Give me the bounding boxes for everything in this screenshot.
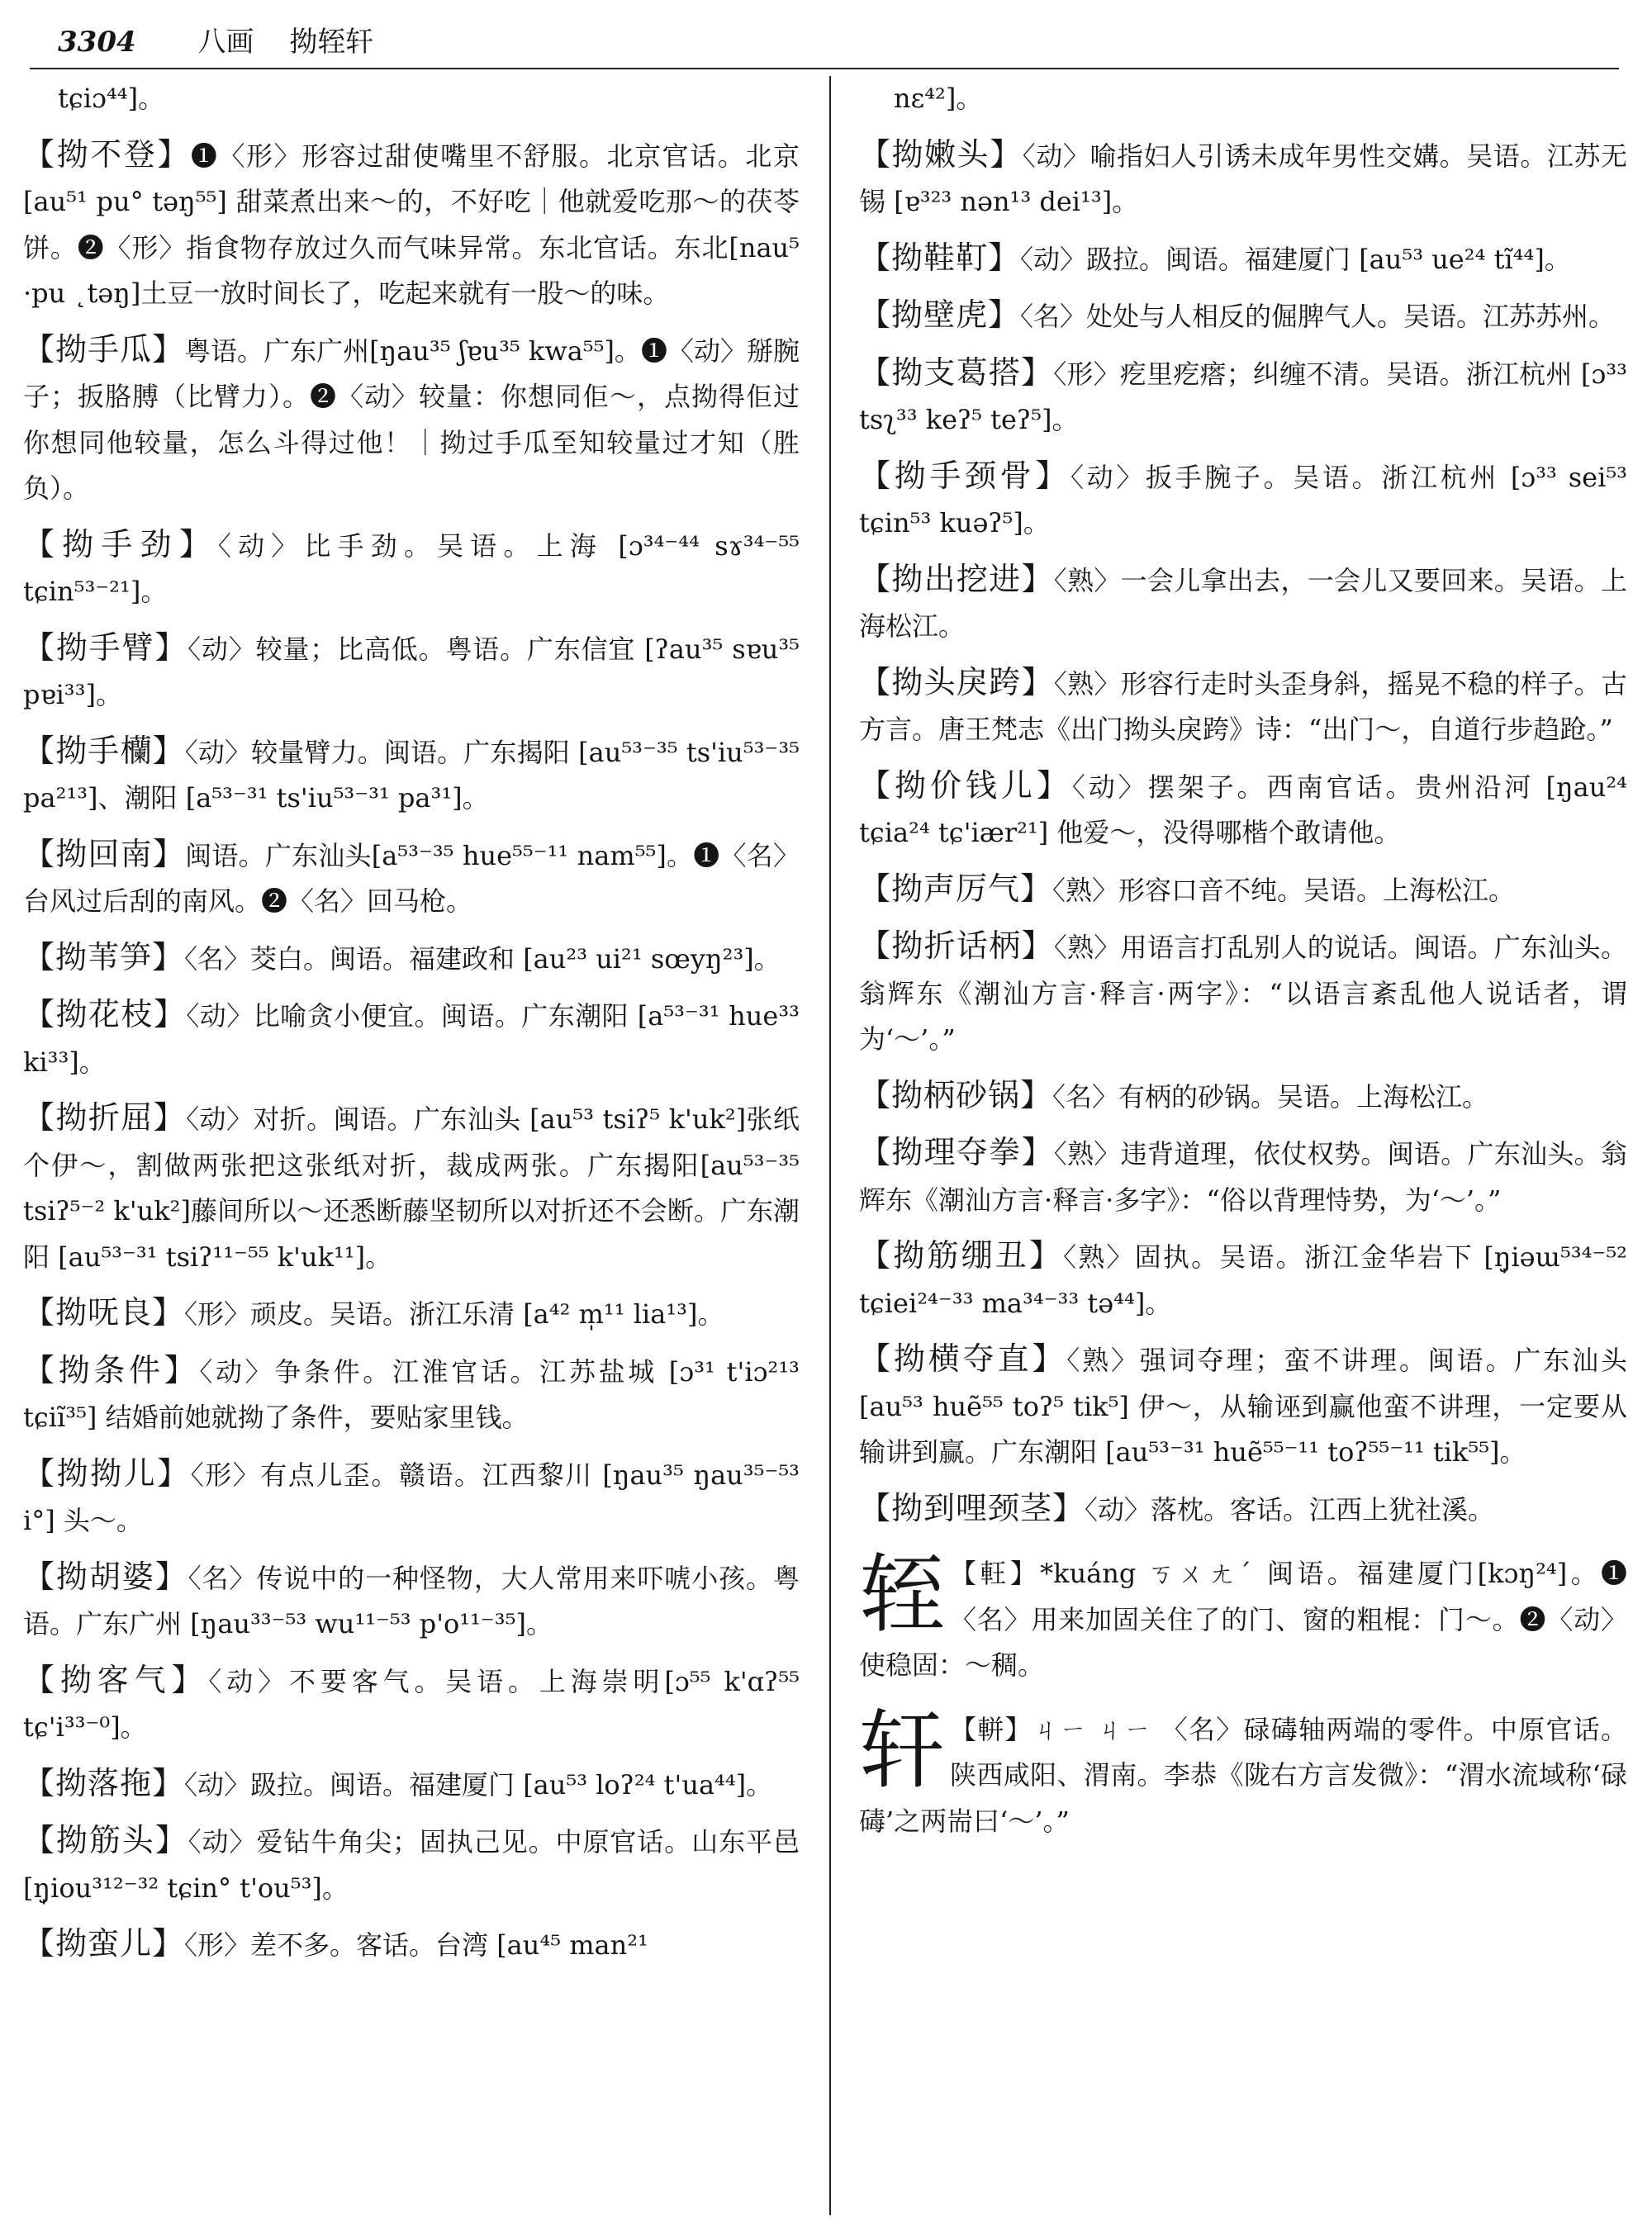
- entry-headword: 【拗头戾跨】: [859, 663, 1054, 700]
- main-character: 轾: [859, 1544, 946, 1644]
- dictionary-entry: [859, 1073, 1627, 1121]
- entry-headword: 【拗出挖进】: [859, 560, 1054, 597]
- dictionary-entry: [859, 557, 1627, 650]
- entry-headword: 【拗落拖】: [23, 1764, 185, 1801]
- dictionary-entry: [859, 292, 1627, 340]
- entry-definition: 〈名〉茭白。闽语。福建政和 [au²³ ui²¹ sœyŋ²³]。: [184, 942, 781, 975]
- entry-headword: 【拗客气】: [23, 1661, 209, 1698]
- dictionary-entry: [23, 327, 800, 512]
- dictionary-entry: [23, 1921, 800, 1969]
- entry-definition: 〈熟〉形容口音不纯。吴语。上海松江。: [1052, 874, 1516, 906]
- dictionary-entry: [23, 1348, 800, 1441]
- dictionary-entry: [23, 1761, 800, 1809]
- dictionary-entry: [859, 866, 1627, 914]
- entry-definition: 〈动〉落枕。客话。江西上犹社溪。: [1085, 1493, 1495, 1525]
- entry-definition: 〈动〉摆架子。西南官话。贵州沿河 [ŋau²⁴ tɕia²⁴ tɕ'iær²¹] 他爱～，没得哪楷个敢请他。: [859, 771, 1627, 848]
- entry-definition: 〈名〉处处与人相反的倔脾气人。吴语。江苏苏州。: [1020, 301, 1616, 332]
- dictionary-entry: [859, 1233, 1627, 1326]
- dictionary-entry: [23, 935, 800, 983]
- header-characters: 拗轾轩: [289, 26, 374, 59]
- entry-definition: ㄐㄧ ㄐㄧ 〈名〉碌碡轴两端的零件。中原官话。陕西咸阳、渭南。李恭《陇右方言发微》：“渭水流域称‘碌碡’之两耑曰‘～’。”: [859, 1713, 1627, 1837]
- dictionary-entry: [23, 992, 800, 1085]
- entry-definition: 〈熟〉固执。吴语。浙江金华岩下 [ŋ̩iəɯ⁵³⁴⁻⁵² tɕiei²⁴⁻³³ ma³⁴⁻³³ tə⁴⁴]。: [859, 1241, 1627, 1319]
- main-character: 轩: [859, 1699, 946, 1801]
- dictionary-entry: [23, 1095, 800, 1280]
- character-entry: [859, 1699, 1627, 1845]
- dictionary-entry: [859, 350, 1627, 444]
- entry-definition: ❶〈形〉形容过甜使嘴里不舒服。北京官话。北京 [au⁵¹ pu° təŋ⁵⁵] 甜菜煮出来～的，不好吃｜他就爱吃那～的茯苓饼。❷〈形〉指食物存放过久而气味异常。东北官话。东北[nau⁵ ·pu ˛təŋ]土豆一放时间长了，吃起来就有一股～的味。: [23, 140, 800, 309]
- dictionary-entry: [859, 1336, 1627, 1476]
- right-column: [859, 76, 1627, 2215]
- entry-headword: 【拗花枝】: [23, 996, 187, 1032]
- continuation-text: tɕiɔ⁴⁴]。: [58, 83, 165, 114]
- entry-headword: 【拗不登】: [23, 135, 191, 173]
- entry-headword: 【拗回南】: [23, 835, 186, 872]
- entry-definition: 〈动〉不要客气。吴语。上海崇明[ɔ⁵⁵ k'ɑʔ⁵⁵ tɕ'i³³⁻⁰]。: [23, 1665, 800, 1743]
- entry-definition: 闽语。广东汕头[a⁵³⁻³⁵ hue⁵⁵⁻¹¹ nam⁵⁵]。❶〈名〉台风过后刮的南风。❷〈名〉回马枪。: [23, 839, 800, 917]
- dictionary-entry: [23, 522, 800, 615]
- header-rule: [30, 68, 1619, 69]
- entry-headword: 【拗条件】: [23, 1351, 200, 1388]
- dictionary-entry: [23, 132, 800, 317]
- entry-headword: 【拗呒良】: [23, 1294, 185, 1331]
- continuation-text: nɛ⁴²]。: [894, 83, 983, 114]
- entry-headword: 【拗拗儿】: [23, 1454, 191, 1492]
- entry-definition: 〈动〉趿拉。闽语。福建厦门 [au⁵³ loʔ²⁴ t'ua⁴⁴]。: [184, 1768, 773, 1801]
- entry-headword: 【拗手欗】: [23, 732, 185, 769]
- entry-headword: 【拗手劲】: [23, 525, 218, 562]
- dictionary-entry: [23, 728, 800, 822]
- entry-definition: 〈动〉趿拉。闽语。福建厦门 [au⁵³ ue²⁴ tĩ⁴⁴]。: [1020, 243, 1571, 275]
- entry-headword: 【拗声厉气】: [859, 870, 1053, 907]
- entry-definition: 〈动〉爱钻牛角尖；固执己见。中原官话。山东平邑 [ŋ̩iou³¹²⁻³² tɕin° t'ou⁵³]。: [23, 1826, 800, 1904]
- entry-headword: 【軿】: [950, 1713, 1032, 1745]
- entry-headword: 【拗筋绷丑】: [859, 1237, 1064, 1274]
- dictionary-entry: [23, 625, 800, 719]
- entry-headword: 【拗蛮儿】: [23, 1925, 185, 1962]
- entry-headword: 【拗筋头】: [23, 1822, 188, 1858]
- entry-headword: 【拗嫩头】: [859, 135, 1023, 173]
- dictionary-entry: [859, 660, 1627, 753]
- entry-definition: 〈动〉争条件。江淮官话。江苏盐城 [ɔ³¹ t'iɔ²¹³ tɕiĩ³⁵] 结婚前她就拗了条件，要贴家里钱。: [23, 1355, 800, 1433]
- entry-definition: 粤语。广东广州[ŋau³⁵ ʃɐu³⁵ kwa⁵⁵]。❶〈动〉掰腕子；扳胳膊（比臂力）。❷〈动〉较量：你想同佢～，点拗得佢过你想同他较量，怎么斗得过他！｜拗过手瓜至知较量过才知（胜负）。: [23, 334, 800, 504]
- section-label: 八画: [197, 26, 254, 59]
- dictionary-entry: [859, 763, 1627, 856]
- entry-headword: 【拗价钱儿】: [859, 766, 1072, 804]
- entry-headword: 【拗壁虎】: [859, 297, 1021, 333]
- entry-definition: 〈动〉比手劲。吴语。上海 [ɔ³⁴⁻⁴⁴ sɤ³⁴⁻⁵⁵ tɕin⁵³⁻²¹]。: [23, 529, 800, 607]
- entry-headword: 【拗到哩颈茎】: [859, 1489, 1085, 1526]
- dictionary-entry: [23, 1290, 800, 1338]
- entry-definition: 〈熟〉形容行走时头歪身斜，摇晃不稳的样子。古方言。唐王梵志《出门拗头戾跨》诗：“出门～，自道行步趋跄。”: [859, 667, 1627, 745]
- entry-definition: 〈动〉较量臂力。闽语。广东揭阳 [au⁵³⁻³⁵ ts'iu⁵³⁻³⁵ pa²¹³]、潮阳 [a⁵³⁻³¹ ts'iu⁵³⁻³¹ pa³¹]。: [23, 736, 800, 814]
- entry-definition: 〈熟〉违背道理，依仗权势。闽语。广东汕头。翁辉东《潮汕方言·释言·多字》：“俗以背理恃势，为‘～’。”: [859, 1138, 1627, 1216]
- dictionary-entry: [23, 1554, 800, 1648]
- entry-headword: 【拗支葛搭】: [859, 353, 1054, 391]
- entry-definition: 〈动〉喻指妇人引诱未成年男性交媾。吴语。江苏无锡 [ɐ³²³ nən¹³ dei¹³]。: [859, 140, 1627, 217]
- character-entry: [859, 1544, 1627, 1689]
- entry-headword: 【拗理夺拳】: [859, 1134, 1054, 1170]
- dictionary-entry: [23, 1451, 800, 1544]
- entry-headword: 【拗横夺直】: [859, 1340, 1067, 1377]
- entry-headword: 【拗折话柄】: [859, 928, 1054, 964]
- entry-definition: 〈形〉有点儿歪。赣语。江西黎川 [ŋau³⁵ ŋau³⁵⁻⁵³ i°] 头～。: [23, 1459, 800, 1536]
- entry-headword: 【拗手瓜】: [23, 330, 185, 368]
- entry-headword: 【拗胡婆】: [23, 1558, 188, 1595]
- page-number: 3304: [58, 26, 136, 59]
- page-header: [58, 18, 1619, 66]
- dictionary-entry: [859, 1486, 1627, 1534]
- entry-definition: 〈形〉顽皮。吴语。浙江乐清 [a⁴² m̩¹¹ lia¹³]。: [184, 1298, 724, 1330]
- entry-definition: 〈熟〉强词夺理；蛮不讲理。闽语。广东汕头 [au⁵³ huẽ⁵⁵ toʔ⁵ tik⁵] 伊～，从输诬到赢他蛮不讲理，一定要从输讲到赢。广东潮阳 [au⁵³⁻³¹ huẽ⁵⁵⁻¹¹ toʔ⁵⁵⁻¹¹ tik⁵⁵]。: [859, 1345, 1627, 1468]
- entry-headword: 【拗手臂】: [23, 629, 188, 666]
- entry-definition: *kuáng ㄎㄨㄤˊ 闽语。福建厦门[kɔŋ²⁴]。❶〈名〉用来加固关住了的门、窗的粗棍：门～。❷〈动〉使稳固：～稠。: [859, 1558, 1627, 1681]
- entry-definition: 〈动〉对折。闽语。广东汕头 [au⁵³ tsiʔ⁵ k'uk²]张纸个伊～，割做两张把这张纸对折，裁成两张。广东揭阳[au⁵³⁻³⁵ tsiʔ⁵⁻² k'uk²]藤间所以～还悉断藤坚韧所以对折还不会断。广东潮阳 [au⁵³⁻³¹ tsiʔ¹¹⁻⁵⁵ k'uk¹¹]。: [23, 1103, 800, 1273]
- dictionary-entry: [23, 1818, 800, 1911]
- entry-definition: 〈名〉有柄的砂锅。吴语。上海松江。: [1052, 1080, 1489, 1113]
- entry-definition: 〈形〉差不多。客话。台湾 [au⁴⁵ man²¹: [184, 1929, 648, 1961]
- entry-definition: 〈名〉传说中的一种怪物，大人常用来吓唬小孩。粤语。广东广州 [ŋau³³⁻⁵³ wu¹¹⁻⁵³ p'o¹¹⁻³⁵]。: [23, 1562, 800, 1639]
- entry-definition: 〈动〉比喻贪小便宜。闽语。广东潮阳 [a⁵³⁻³¹ hue³³ ki³³]。: [23, 1000, 800, 1078]
- column-divider: [829, 76, 831, 2215]
- entry-headword: 【拗苇笋】: [23, 938, 185, 975]
- entry-headword: 【拗折屈】: [23, 1099, 187, 1136]
- entry-definition: 〈动〉扳手腕子。吴语。浙江杭州 [ɔ³³ sei⁵³ tɕin⁵³ kuəʔ⁵]。: [859, 461, 1627, 539]
- entry-headword: 【拗柄砂锅】: [859, 1076, 1053, 1113]
- dictionary-entry: [859, 923, 1627, 1063]
- entry-headword: 【拗鞋靪】: [859, 239, 1021, 276]
- dictionary-entry: [859, 453, 1627, 547]
- dictionary-entry: [23, 1658, 800, 1751]
- entry-definition: 〈熟〉一会儿拿出去，一会儿又要回来。吴语。上海松江。: [859, 564, 1627, 642]
- entry-definition: 〈熟〉用语言打乱别人的说话。闽语。广东汕头。翁辉东《潮汕方言·释言·两字》：“以语言紊乱他人说话者，谓为‘～’。”: [859, 932, 1627, 1055]
- dictionary-entry: [859, 235, 1627, 283]
- entry-definition: 〈形〉疙里疙瘩；纠缠不清。吴语。浙江杭州 [ɔ³³ tsʅ³³ keʔ⁵ teʔ⁵]。: [859, 358, 1627, 435]
- left-column: [23, 76, 800, 2215]
- dictionary-entry: [23, 832, 800, 925]
- dictionary-entry: [859, 132, 1627, 225]
- entry-headword: 【拗手颈骨】: [859, 457, 1070, 494]
- dictionary-entry: [859, 1130, 1627, 1223]
- entry-definition: 〈动〉较量；比高低。粤语。广东信宜 [ʔau³⁵ sɐu³⁵ pɐi³³]。: [23, 633, 800, 710]
- entry-headword: 【軖】: [950, 1558, 1041, 1589]
